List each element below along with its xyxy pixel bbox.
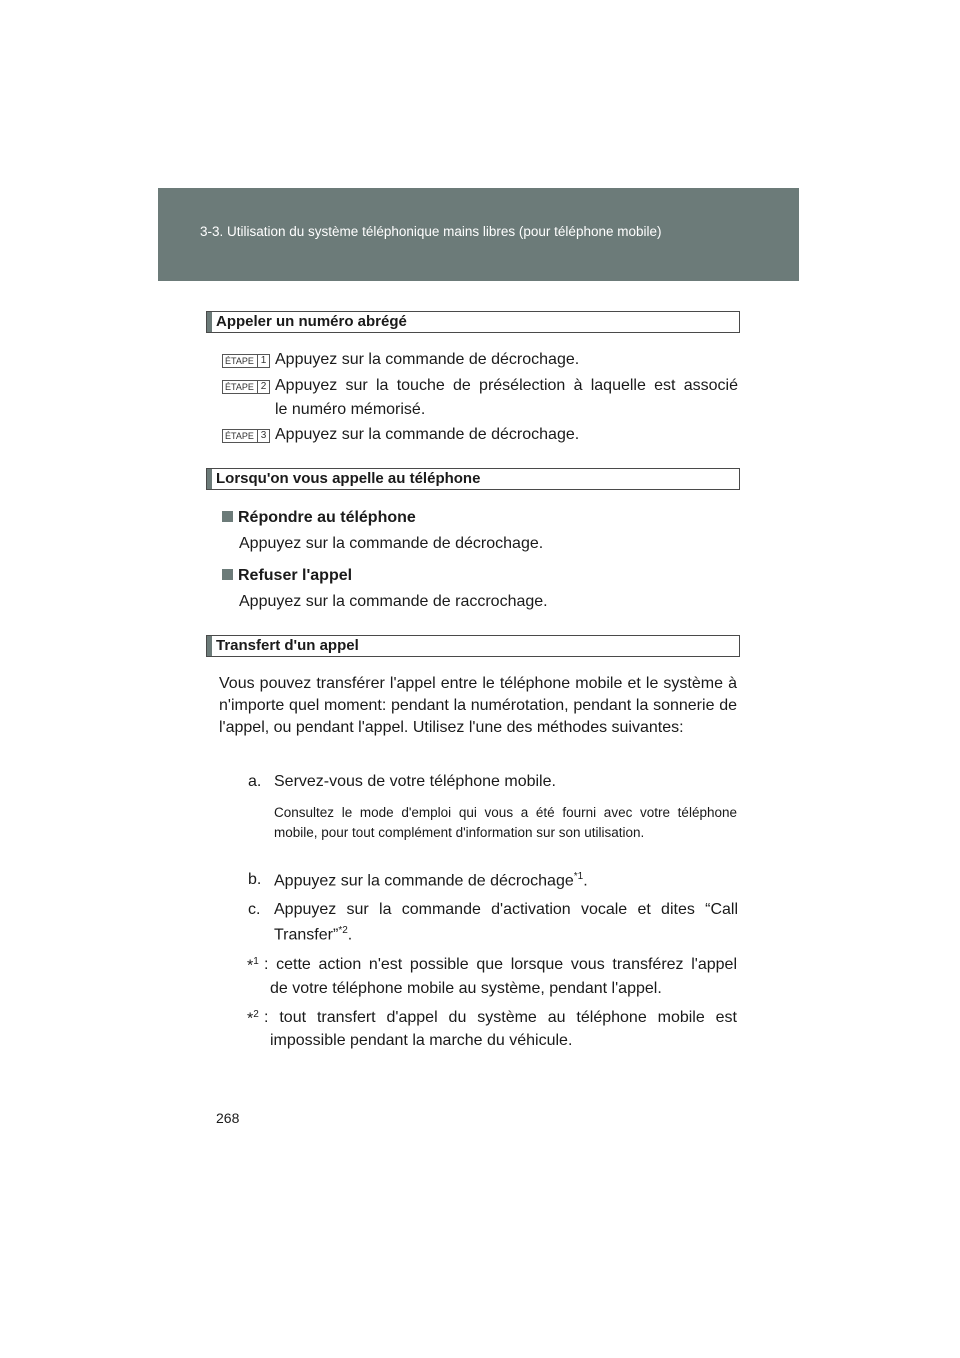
bullet-square-icon — [222, 511, 233, 522]
section-title: Transfert d'un appel — [216, 637, 359, 654]
heading-accent — [207, 312, 212, 332]
transfer-intro: Vous pouvez transférer l'appel entre le téléphone mobile et le système à n'importe quel moment: pendant la numérotation, pendant la sonnerie de l'appel, ou pendant l'appel. Utilisez l'une des méthodes suivantes: — [219, 675, 737, 736]
step-badge: ÉTAPE 1 — [222, 354, 270, 368]
decline-text: Appuyez sur la commande de raccrochage. — [239, 593, 548, 610]
section-title: Lorsqu'on vous appelle au téléphone — [216, 470, 481, 487]
option-a-note: Consultez le mode d'emploi qui vous a été fourni avec votre téléphone mobile, pour tout complément d'information sur son utilisation. — [274, 805, 737, 840]
footnote-2: *$^2$ : tout transfert d'appel du système au téléphone mobile est — [247, 1009, 737, 1028]
section-heading-transfer — [206, 635, 740, 657]
section-heading-incoming — [206, 468, 740, 490]
answer-text: Appuyez sur la commande de décrochage. — [239, 535, 544, 552]
option-c-continuation: Transfer”$^{*2}$. — [274, 925, 353, 944]
step-badge: ÉTAPE 2 — [222, 380, 270, 394]
heading-accent — [207, 636, 212, 656]
bullet-square-icon — [222, 569, 233, 580]
option-a: a. Servez-vous de votre téléphone mobile. — [248, 773, 556, 790]
heading-accent — [207, 469, 212, 489]
section-heading-speed-dial — [206, 311, 740, 333]
footnote-1-continuation: de votre téléphone mobile au système, pendant l'appel. — [270, 980, 662, 997]
option-c: c. Appuyez sur la commande d'activation vocale et dites “Call — [248, 901, 738, 918]
page-number: 268 — [216, 1110, 240, 1126]
subheading-decline: Refuser l'appel — [222, 567, 352, 585]
step-badge: ÉTAPE 3 — [222, 429, 270, 443]
footnote-2-continuation: impossible pendant la marche du véhicule. — [270, 1032, 573, 1049]
footnote-1: *$^1$ : cette action n'est possible que lorsque vous transférez l'appel — [247, 956, 737, 975]
step-2-continuation: le numéro mémorisé. — [275, 401, 426, 418]
step-text: Appuyez sur la commande de décrochage. — [275, 426, 580, 443]
step-text: Appuyez sur la touche de présélection à laquelle est associé — [275, 377, 738, 394]
option-b: b. Appuyez sur la commande de décrochage$^{*1}$. — [248, 871, 588, 890]
subheading-answer: Répondre au téléphone — [222, 509, 416, 527]
chapter-title: 3-3. Utilisation du système téléphonique mains libres (pour téléphone mobile) — [200, 224, 662, 239]
chapter-header — [158, 188, 799, 281]
step-text: Appuyez sur la commande de décrochage. — [275, 351, 580, 368]
section-title: Appeler un numéro abrégé — [216, 313, 407, 330]
